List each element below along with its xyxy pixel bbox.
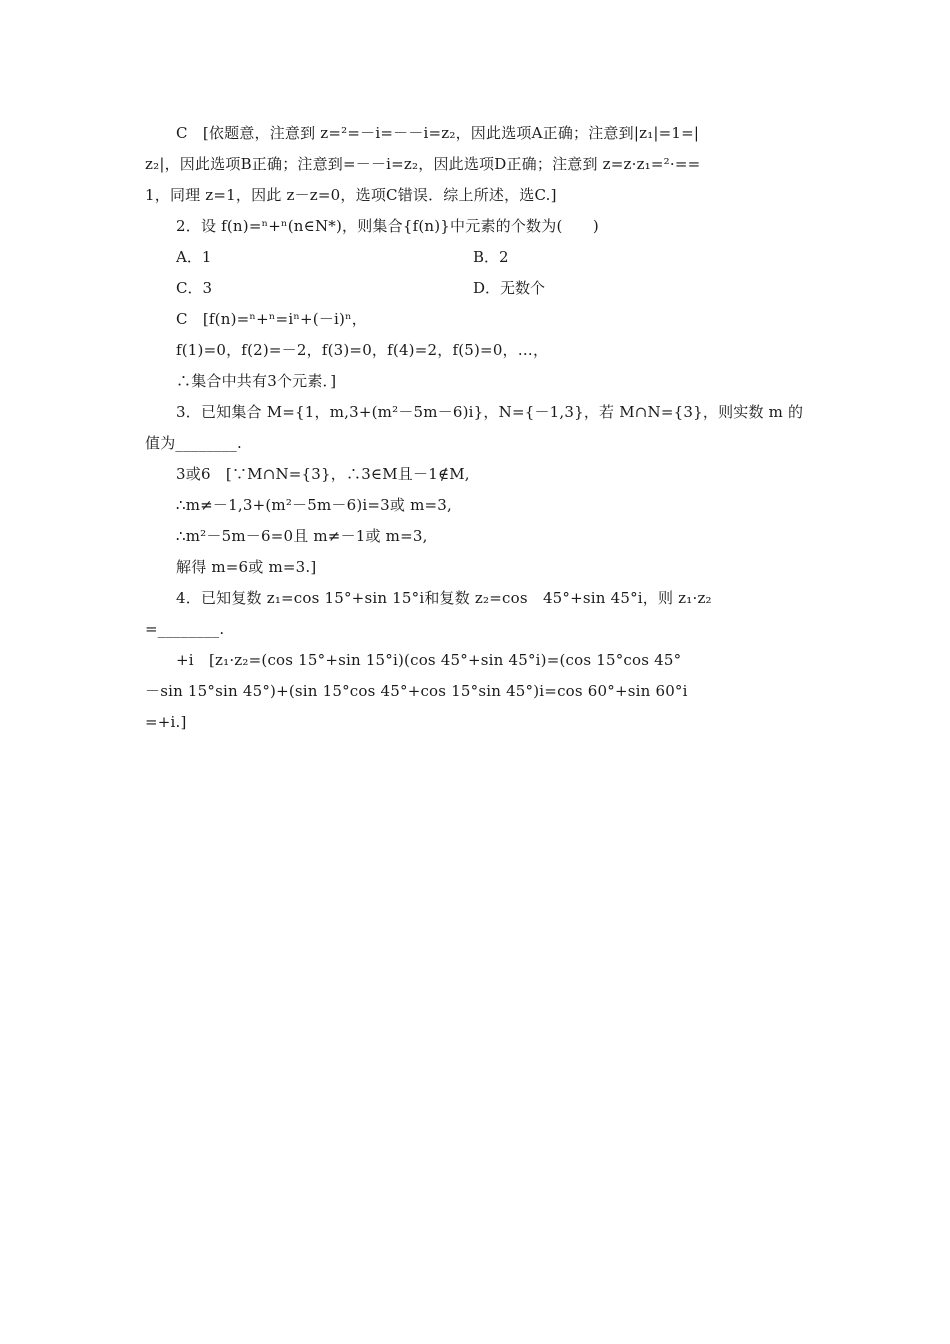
option-a: A．1 — [176, 248, 212, 266]
option-d: D．无数个 — [473, 279, 546, 297]
answer-line: －sin 15°sin 45°)+(sin 15°cos 45°+cos 15°sin 45°)i=cos 60°+sin 60°i — [145, 682, 688, 700]
text-line: C [依题意，注意到 z=²=－i=－－i=z₂，因此选项A正确；注意到|z₁|=1=| — [176, 124, 700, 142]
question-4-blank: =________. — [145, 620, 225, 638]
question-2: 2．设 f(n)=ⁿ+ⁿ(n∈N*)，则集合{f(n)}中元素的个数为( ) — [176, 217, 599, 235]
text-line: z₂|，因此选项B正确；注意到=－－i=z₂，因此选项D正确；注意到 z=z·z₁=²·== — [145, 155, 701, 173]
answer-line: =+i.] — [145, 713, 187, 731]
answer-line: C [f(n)=ⁿ+ⁿ=iⁿ+(－i)ⁿ， — [176, 310, 367, 328]
answer-line: f(1)=0，f(2)=－2，f(3)=0，f(4)=2，f(5)=0，…， — [176, 341, 549, 359]
option-b: B．2 — [473, 248, 509, 266]
answer-line: 解得 m=6或 m=3.] — [176, 558, 317, 576]
options-row — [145, 242, 810, 273]
document-body — [145, 118, 810, 738]
question-3-blank: 值为________. — [145, 434, 242, 452]
text-line: 1，同理 z=1，因此 z－z=0，选项C错误．综上所述，选C.] — [145, 186, 557, 204]
option-c: C．3 — [176, 279, 213, 297]
answer-line: ∴m²－5m－6=0且 m≠－1或 m=3, — [176, 527, 428, 545]
answer-line: ∴m≠－1,3+(m²－5m－6)i=3或 m=3, — [176, 496, 452, 514]
answer-line: +i [z₁·z₂=(cos 15°+sin 15°i)(cos 45°+sin 45°i)=(cos 15°cos 45° — [176, 651, 682, 669]
question-4: 4．已知复数 z₁=cos 15°+sin 15°i和复数 z₂=cos 45°+sin 45°i，则 z₁·z₂ — [176, 589, 712, 607]
options-row — [145, 273, 810, 304]
question-3: 3．已知集合 M={1，m,3+(m²－5m－6)i}，N={－1,3}，若 M∩N={3}，则实数 m 的 — [176, 403, 804, 421]
answer-line: 3或6 [∵M∩N={3}，∴3∈M且－1∉M, — [176, 465, 470, 483]
answer-line: ∴集合中共有3个元素．] — [176, 372, 337, 390]
